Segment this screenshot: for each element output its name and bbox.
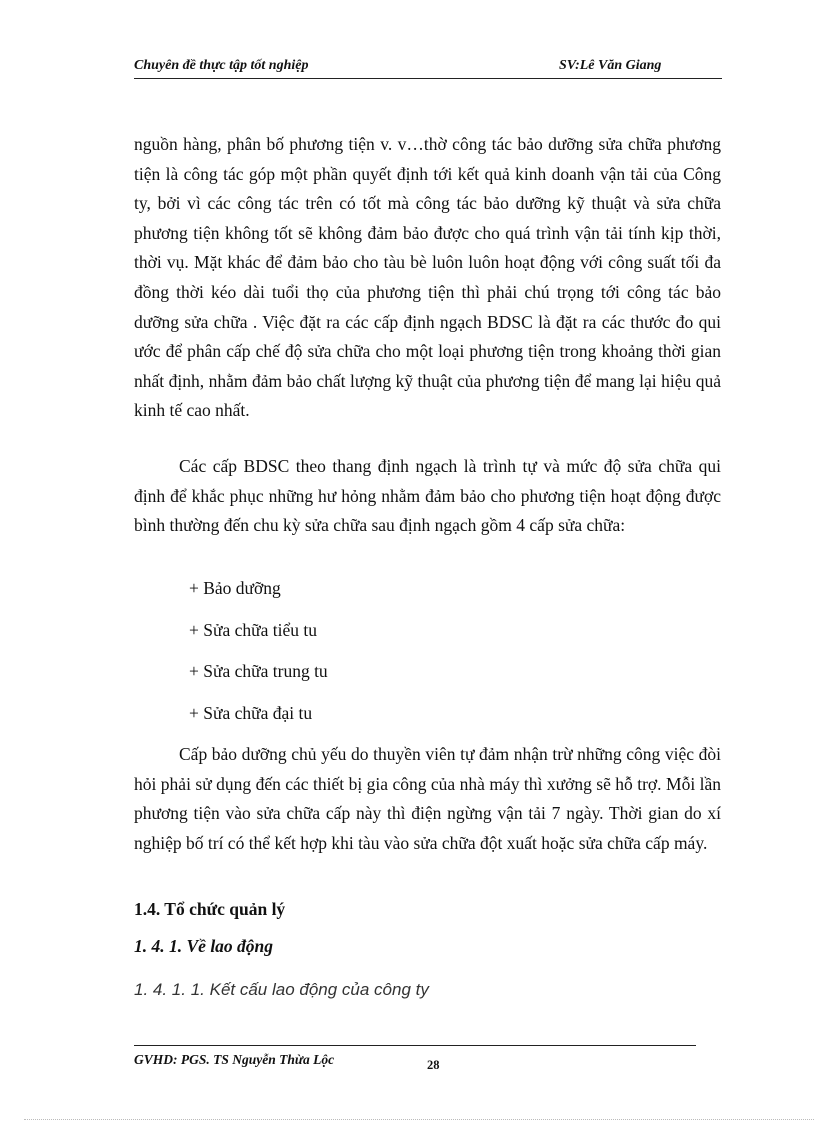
list-item-tieu-tu: + Sửa chữa tiểu tu <box>189 620 317 640</box>
paragraph-1: nguồn hàng, phân bố phương tiện v. v…thờ công tác bảo dưỡng sửa chữa phương tiện là công tác góp một phần quyết định tới kết quả kinh doanh vận tải của Công ty, bởi vì các công tác trên có tốt mà công tác bảo dưỡng kỹ thuật và sửa chữa phương tiện không tốt sẽ không đảm bảo được cho quá trình vận tải tính kịp thời, thời vụ. Mặt khác để đảm bảo cho tàu bè luôn luôn hoạt động với công suất tối đa đồng thời kéo dài tuổi thọ của phương tiện thì phải chú trọng tới công tác bảo dưỡng sửa chữa . Việc đặt ra các cấp định ngạch BDSC là đặt ra các thước đo qui ước để phân cấp chế độ sửa chữa cho một loại phương tiện trong khoảng thời gian nhất định, nhằm đảm bảo chất lượng kỹ thuật của phương tiện để mang lại hiệu quả kinh tế cao nhất. <box>134 134 721 421</box>
subsection-heading: 1. 4. 1. Về lao động <box>134 936 274 956</box>
paragraph-2: Các cấp BDSC theo thang định ngạch là trình tự và mức độ sửa chữa qui định để khắc phục những hư hỏng nhằm đảm bảo cho phương tiện hoạt động được bình thường đến chu kỳ sửa chữa sau định ngạch gồm 4 cấp sửa chữa: <box>134 456 721 536</box>
section-heading: 1.4. Tổ chức quản lý <box>134 899 286 919</box>
page-edge-divider <box>24 1119 814 1120</box>
footer-divider <box>134 1045 696 1046</box>
list-item-dai-tu: + Sửa chữa đại tu <box>189 703 313 723</box>
list-item-trung-tu: + Sửa chữa trung tu <box>189 661 328 681</box>
footer-supervisor: GVHD: PGS. TS Nguyễn Thừa Lộc <box>134 1052 335 1067</box>
subsubsection-heading: 1. 4. 1. 1. Kết cấu lao động của công ty <box>134 980 429 999</box>
paragraph-3: Cấp bảo dưỡng chủ yếu do thuyền viên tự đảm nhận trừ những công việc đòi hỏi phải sử dụng đến các thiết bị gia công của nhà máy thì xưởng sẽ hỗ trợ. Mỗi lần phương tiện vào sửa chữa cấp này thì điện ngừng vận tải 7 ngày. Thời gian do xí nghiệp bố trí có thể kết hợp khi tàu vào sửa chữa đột xuất hoặc sửa chữa cấp máy. <box>134 744 721 853</box>
page-header <box>134 56 722 79</box>
list-item-bao-duong: + Bảo dưỡng <box>189 578 281 598</box>
header-author: SV:Lê Văn Giang <box>559 58 662 73</box>
page-number: 28 <box>427 1058 440 1072</box>
header-title: Chuyên đề thực tập tốt nghiệp <box>134 58 309 73</box>
